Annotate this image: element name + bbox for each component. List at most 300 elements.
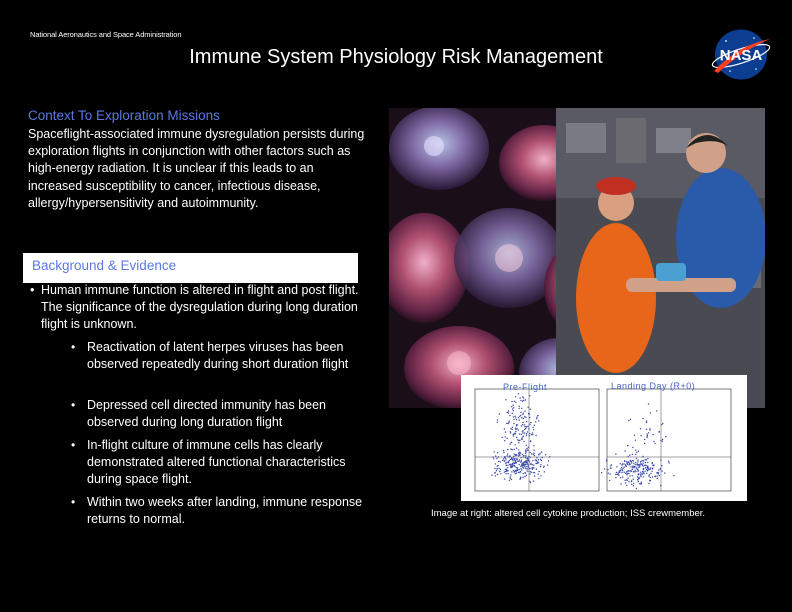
- page-title: Immune System Physiology Risk Management: [189, 46, 603, 68]
- scatter-dot: [525, 450, 526, 451]
- scatter-dot: [650, 469, 651, 470]
- scatter-dot: [521, 464, 522, 465]
- scatter-dot: [644, 471, 645, 472]
- scatter-dot: [517, 467, 518, 468]
- scatter-dot: [531, 453, 532, 454]
- scatter-dot: [520, 412, 521, 413]
- scatter-dot: [528, 465, 529, 466]
- scatter-dot: [494, 468, 495, 469]
- scatter-dot: [503, 458, 504, 459]
- scatter-dot: [628, 464, 629, 465]
- scatter-dot: [624, 467, 625, 468]
- scatter-dot: [521, 434, 522, 435]
- scatter-dot: [538, 462, 539, 463]
- scatter-dot: [524, 476, 525, 477]
- scatter-dot: [507, 470, 508, 471]
- scatter-dot: [509, 480, 510, 481]
- scatter-dot: [624, 472, 625, 473]
- scatter-dot: [521, 417, 522, 418]
- scatter-dot: [646, 437, 647, 438]
- scatter-dot: [527, 458, 528, 459]
- scatter-dot: [522, 431, 523, 432]
- bullet-dot: •: [71, 438, 76, 452]
- scatter-dot: [512, 459, 513, 460]
- scatter-dot: [515, 429, 516, 430]
- scatter-dot: [662, 441, 663, 442]
- sub-bullet: [71, 494, 371, 528]
- scatter-dot: [519, 406, 520, 407]
- scatter-dot: [526, 462, 527, 463]
- scatter-dot: [496, 470, 497, 471]
- scatter-dot: [520, 471, 521, 472]
- scatter-dot: [647, 435, 648, 436]
- scatter-dot: [524, 424, 525, 425]
- scatter-dot: [532, 460, 533, 461]
- scatter-dot: [661, 424, 662, 425]
- scatter-dot: [627, 480, 628, 481]
- scatter-dot: [519, 479, 520, 480]
- scatter-dot: [521, 408, 522, 409]
- scatter-dot: [638, 474, 639, 475]
- scatter-dot: [526, 421, 527, 422]
- scatter-dot: [531, 434, 532, 435]
- scatter-dot: [504, 440, 505, 441]
- scatter-dot: [635, 467, 636, 468]
- scatter-dot: [544, 471, 545, 472]
- scatter-dot: [509, 460, 510, 461]
- scatter-dot: [540, 453, 541, 454]
- scatter-dot: [657, 472, 658, 473]
- scatter-dot: [624, 480, 625, 481]
- scatter-dot: [513, 462, 514, 463]
- scatter-dot: [643, 460, 644, 461]
- scatter-dot: [516, 419, 517, 420]
- scatter-dot: [660, 459, 661, 460]
- scatter-dot: [665, 436, 666, 437]
- scatter-dot: [625, 465, 626, 466]
- scatter-dot: [519, 419, 520, 420]
- scatter-dot: [661, 470, 662, 471]
- scatter-dot: [528, 447, 529, 448]
- scatter-dot: [511, 471, 512, 472]
- scatter-dot: [514, 416, 515, 417]
- scatter-dot: [492, 456, 493, 457]
- scatter-dot: [518, 408, 519, 409]
- scatter-dot: [502, 460, 503, 461]
- scatter-dot: [538, 420, 539, 421]
- scatter-dot: [606, 459, 607, 460]
- scatter-dot: [523, 412, 524, 413]
- scatter-dot: [534, 472, 535, 473]
- scatter-dot: [626, 471, 627, 472]
- scatter-dot: [650, 467, 651, 468]
- scatter-dot: [625, 473, 626, 474]
- scatter-dot: [628, 456, 629, 457]
- scatter-dot: [650, 477, 651, 478]
- scatter-dot: [536, 418, 537, 419]
- scatter-dot: [534, 425, 535, 426]
- scatter-dot: [520, 457, 521, 458]
- scatter-dot: [615, 477, 616, 478]
- scatter-dot: [632, 454, 633, 455]
- scatter-dot: [635, 464, 636, 465]
- scatter-dot: [533, 467, 534, 468]
- scatter-dot: [532, 454, 533, 455]
- scatter-dot: [505, 399, 506, 400]
- scatter-dot: [513, 470, 514, 471]
- scatter-dot: [524, 416, 525, 417]
- scatter-dot: [504, 428, 505, 429]
- scatter-dot: [507, 412, 508, 413]
- context-paragraph: Spaceflight-associated immune dysregulation persists during exploration flights in conjunction with other factors such as high-energy radiation. It is unclear if this leads to an increased susceptibility to cancer, infectious disease, allergy/hypersensitivity and autoimmunity.: [28, 127, 365, 210]
- scatter-dot: [637, 461, 638, 462]
- scatter-dot: [511, 442, 512, 443]
- scatter-dot: [647, 462, 648, 463]
- scatter-dot: [526, 433, 527, 434]
- scatter-dot: [513, 423, 514, 424]
- scatter-dot: [515, 417, 516, 418]
- scatter-dot: [635, 450, 636, 451]
- scatter-dot: [509, 415, 510, 416]
- scatter-dot: [626, 474, 627, 475]
- scatter-dot: [521, 425, 522, 426]
- scatter-dot: [532, 464, 533, 465]
- figure-caption: Image at right: altered cell cytokine production; ISS crewmember.: [431, 508, 706, 519]
- scatter-dot: [538, 459, 539, 460]
- scatter-dot: [511, 479, 512, 480]
- scatter-dot: [644, 443, 645, 444]
- scatter-dot: [627, 471, 628, 472]
- scatter-dot: [507, 438, 508, 439]
- scatter-dot: [638, 478, 639, 479]
- scatter-dot: [536, 460, 537, 461]
- scatter-dot: [510, 428, 511, 429]
- scatter-dot: [632, 460, 633, 461]
- scatter-dot: [495, 455, 496, 456]
- scatter-dot: [512, 427, 513, 428]
- scatter-dot: [538, 474, 539, 475]
- scatter-dot: [654, 443, 655, 444]
- scatter-dot: [521, 469, 522, 470]
- scatter-dot: [538, 454, 539, 455]
- scatter-dot: [525, 461, 526, 462]
- scatter-dot: [622, 476, 623, 477]
- scatter-dot: [540, 466, 541, 467]
- main-bullet: [30, 282, 365, 334]
- scatter-dot: [530, 464, 531, 465]
- scatter-dot: [646, 420, 647, 421]
- scatter-dot: [511, 406, 512, 407]
- scatter-dot: [529, 481, 530, 482]
- scatter-dot: [533, 429, 534, 430]
- scatter-dot: [515, 428, 516, 429]
- scatter-dot: [649, 474, 650, 475]
- scatter-dot: [537, 415, 538, 416]
- scatter-dot: [646, 433, 647, 434]
- scatter-dot: [526, 445, 527, 446]
- scatter-dot: [523, 418, 524, 419]
- scatter-dot: [527, 449, 528, 450]
- scatter-dot: [504, 471, 505, 472]
- bullet-dot: •: [71, 495, 76, 509]
- scatter-dot: [621, 464, 622, 465]
- scatter-dot: [528, 466, 529, 467]
- scatter-dot: [498, 468, 499, 469]
- scatter-dot: [628, 420, 629, 421]
- scatter-dot: [512, 413, 513, 414]
- scatter-dot: [656, 475, 657, 476]
- scatter-dot: [538, 471, 539, 472]
- scatter-dot: [508, 456, 509, 457]
- bullet-dot: •: [30, 283, 35, 297]
- scatter-dot: [517, 439, 518, 440]
- context-heading: Context To Exploration Missions: [28, 108, 220, 123]
- scatter-dot: [522, 422, 523, 423]
- scatter-dot: [518, 417, 519, 418]
- scatter-dot: [627, 464, 628, 465]
- scatter-dot: [648, 403, 649, 404]
- scatter-dot: [641, 435, 642, 436]
- scatter-dot: [500, 473, 501, 474]
- scatter-dot: [628, 481, 629, 482]
- scatter-dot: [505, 431, 506, 432]
- scatter-dot: [520, 400, 521, 401]
- scatter-dot: [515, 433, 516, 434]
- scatter-dot: [610, 465, 611, 466]
- scatter-dot: [499, 471, 500, 472]
- sub-bullet: [71, 339, 371, 373]
- scatter-dot: [621, 472, 622, 473]
- scatter-dot: [494, 472, 495, 473]
- scatter-dot: [514, 458, 515, 459]
- scatter-dot: [549, 456, 550, 457]
- scatter-dot: [656, 410, 657, 411]
- scatter-dot: [526, 435, 527, 436]
- scatter-dot: [518, 455, 519, 456]
- scatter-dot: [507, 473, 508, 474]
- scatter-dot: [664, 472, 665, 473]
- scatter-dot: [524, 466, 525, 467]
- scatter-dot: [634, 435, 635, 436]
- scatter-dot: [632, 465, 633, 466]
- scatter-dot: [510, 431, 511, 432]
- scatter-dot: [510, 465, 511, 466]
- scatter-dot: [513, 435, 514, 436]
- scatter-dot: [498, 461, 499, 462]
- scatter-dot: [533, 445, 534, 446]
- scatter-dot: [647, 458, 648, 459]
- scatter-dot: [523, 397, 524, 398]
- sub-bullet-text: Depressed cell directed immunity has been observed during long duration flight: [87, 398, 327, 430]
- scatter-dot: [646, 473, 647, 474]
- scatter-dot: [507, 449, 508, 450]
- scatter-dot: [516, 455, 517, 456]
- agency-name: National Aeronautics and Space Administration: [30, 30, 182, 39]
- scatter-dot: [505, 469, 506, 470]
- scatter-dot: [629, 475, 630, 476]
- scatter-dot: [638, 451, 639, 452]
- scatter-dot: [637, 469, 638, 470]
- scatter-dot: [645, 465, 646, 466]
- scatter-dot: [631, 469, 632, 470]
- scatter-dot: [528, 456, 529, 457]
- scatter-dot: [502, 437, 503, 438]
- scatter-dot: [516, 467, 517, 468]
- scatter-dot: [540, 464, 541, 465]
- scatter-dot: [516, 459, 517, 460]
- scatter-dot: [638, 481, 639, 482]
- scatter-dot: [645, 467, 646, 468]
- scatter-dot: [528, 460, 529, 461]
- panel-label-landing-day: Landing Day (R+0): [611, 381, 696, 391]
- scatter-dot: [513, 419, 514, 420]
- scatter-dot: [507, 453, 508, 454]
- scatter-dot: [607, 469, 608, 470]
- scatter-dot: [507, 467, 508, 468]
- scatter-dot: [541, 460, 542, 461]
- scatter-dot: [631, 481, 632, 482]
- scatter-dot: [517, 469, 518, 470]
- scatter-dot: [525, 417, 526, 418]
- scatter-dot: [519, 459, 520, 460]
- scatter-dot: [668, 461, 669, 462]
- scatter-dot: [497, 474, 498, 475]
- scatter-dot: [660, 440, 661, 441]
- scatter-dot: [637, 460, 638, 461]
- scatter-dot: [493, 458, 494, 459]
- scatter-dot: [530, 457, 531, 458]
- scatter-dot: [524, 432, 525, 433]
- scatter-dot: [650, 412, 651, 413]
- scatter-dot: [505, 471, 506, 472]
- scatter-dot: [632, 447, 633, 448]
- scatter-dot: [518, 429, 519, 430]
- scatter-dot: [529, 435, 530, 436]
- scatter-dot: [650, 473, 651, 474]
- scatter-dot: [518, 440, 519, 441]
- scatter-dot: [525, 455, 526, 456]
- scatter-dot: [638, 477, 639, 478]
- scatter-dot: [523, 436, 524, 437]
- scatter-dot: [536, 469, 537, 470]
- scatter-dot: [639, 466, 640, 467]
- scatter-dot: [633, 463, 634, 464]
- scatter-dot: [514, 471, 515, 472]
- scatter-dot: [628, 473, 629, 474]
- scatter-dot: [503, 450, 504, 451]
- scatter-dot: [520, 468, 521, 469]
- scatter-dot: [658, 473, 659, 474]
- scatter-dot: [533, 464, 534, 465]
- scatter-dot: [497, 465, 498, 466]
- scatter-dot: [542, 457, 543, 458]
- sub-bullet-text: In-flight culture of immune cells has clearly demonstrated altered functional characteristics during space flight.: [87, 438, 346, 487]
- scatter-dot: [522, 432, 523, 433]
- scatter-dot: [516, 470, 517, 471]
- scatter-dot: [652, 468, 653, 469]
- scatter-dot: [628, 462, 629, 463]
- scatter-dot: [518, 442, 519, 443]
- scatter-dot: [514, 449, 515, 450]
- scatter-dot: [512, 405, 513, 406]
- scatter-dot: [512, 429, 513, 430]
- scatter-dot: [630, 461, 631, 462]
- scatter-dot: [535, 459, 536, 460]
- scatter-dot: [650, 480, 651, 481]
- scatter-dot: [494, 451, 495, 452]
- scatter-dot: [659, 431, 660, 432]
- scatter-dot: [508, 422, 509, 423]
- scatter-dot: [500, 469, 501, 470]
- scatter-dot: [622, 468, 623, 469]
- scatter-dot: [522, 414, 523, 415]
- scatter-dot: [504, 460, 505, 461]
- scatter-dot: [510, 443, 511, 444]
- scatter-dot: [629, 454, 630, 455]
- scatter-dot: [648, 468, 649, 469]
- scatter-dot: [652, 476, 653, 477]
- scatter-dot: [520, 462, 521, 463]
- scatter-dot: [533, 480, 534, 481]
- scatter-dot: [519, 469, 520, 470]
- scatter-dot: [513, 410, 514, 411]
- bullet-dot: •: [71, 340, 76, 354]
- scatter-dot: [635, 454, 636, 455]
- scatter-dot: [616, 472, 617, 473]
- scatter-dot: [530, 441, 531, 442]
- scatter-dot: [513, 407, 514, 408]
- scatter-dot: [506, 469, 507, 470]
- scatter-dot: [531, 468, 532, 469]
- sub-bullet: [71, 437, 371, 489]
- scatter-dot: [512, 463, 513, 464]
- scatter-dot: [515, 461, 516, 462]
- scatter-dot: [649, 429, 650, 430]
- scatter-dot: [629, 463, 630, 464]
- scatter-dot: [636, 452, 637, 453]
- scatter-dot: [643, 476, 644, 477]
- scatter-dot: [640, 463, 641, 464]
- iss-crewmember-photo: [556, 108, 765, 408]
- scatter-dot: [529, 473, 530, 474]
- scatter-dot: [631, 471, 632, 472]
- scatter-dot: [632, 467, 633, 468]
- sub-bullet-text: Within two weeks after landing, immune response returns to normal.: [87, 495, 363, 527]
- scatter-dot: [673, 475, 674, 476]
- scatter-dot: [532, 434, 533, 435]
- scatter-dot: [518, 449, 519, 450]
- scatter-dot: [522, 454, 523, 455]
- scatter-dot: [497, 422, 498, 423]
- scatter-dot: [526, 448, 527, 449]
- scatter-dot: [519, 433, 520, 434]
- scatter-dot: [530, 409, 531, 410]
- scatter-dot: [503, 452, 504, 453]
- scatter-dot: [662, 439, 663, 440]
- scatter-dot: [606, 460, 607, 461]
- scatter-dot: [634, 466, 635, 467]
- scatter-dot: [608, 473, 609, 474]
- sub-bullet-text: Reactivation of latent herpes viruses has been observed repeatedly during short duration flight: [87, 340, 349, 372]
- scatter-dot: [514, 459, 515, 460]
- scatter-dot: [625, 450, 626, 451]
- scatter-dot: [530, 482, 531, 483]
- scatter-dot: [515, 470, 516, 471]
- scatter-dot: [509, 420, 510, 421]
- scatter-dot: [620, 468, 621, 469]
- sub-bullet: [71, 397, 371, 431]
- scatter-dot: [520, 415, 521, 416]
